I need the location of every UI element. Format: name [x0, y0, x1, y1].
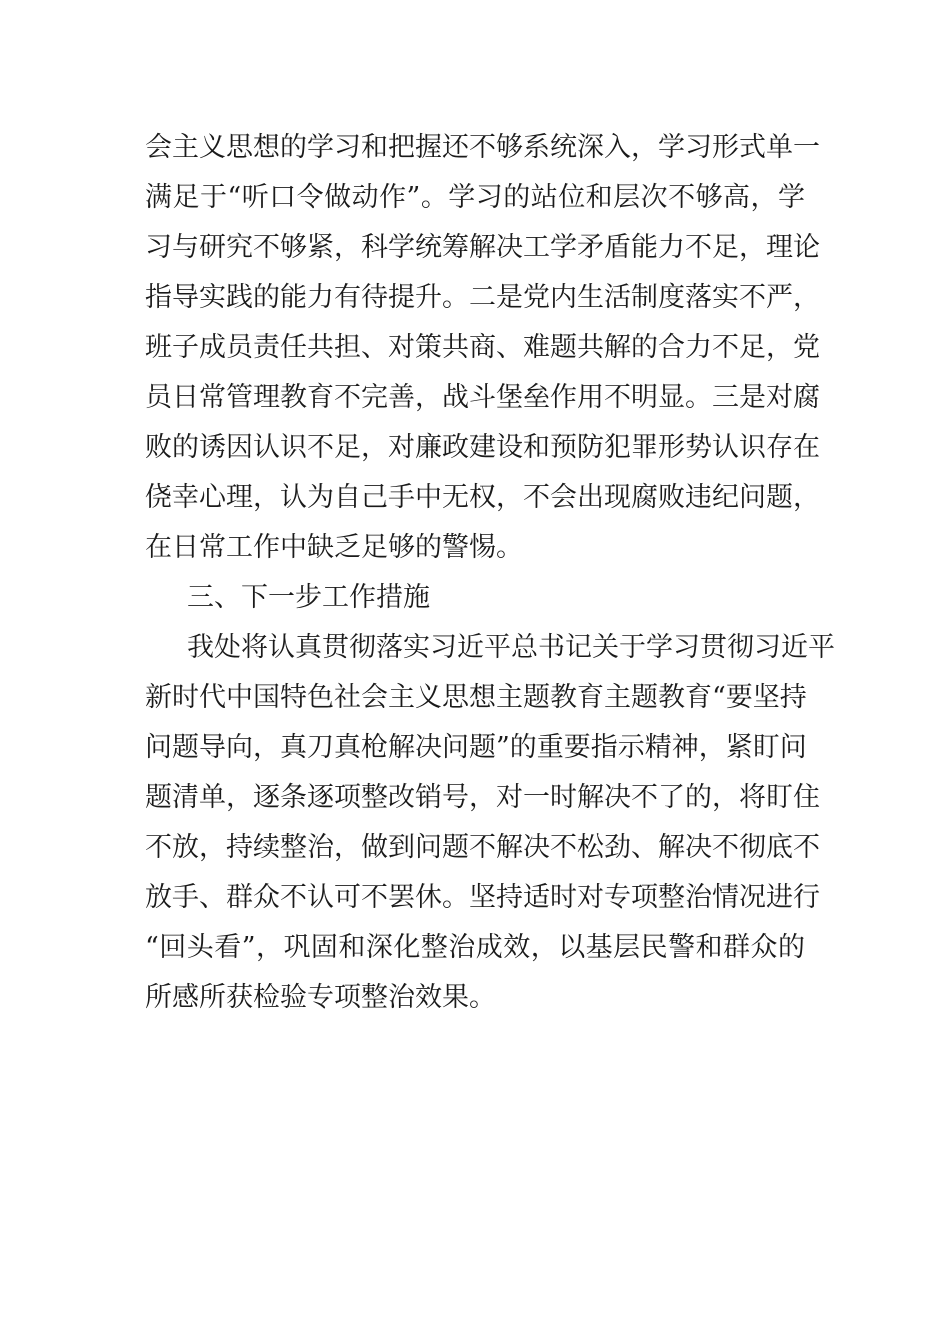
paragraph-line: 题清单，逐条逐项整改销号，对一时解决不了的，将盯住 [145, 782, 820, 813]
paragraph-line: 不放，持续整治，做到问题不解决不松劲、解决不彻底不 [145, 832, 820, 863]
paragraph-line: 会主义思想的学习和把握还不够系统深入，学习形式单一 [145, 132, 820, 163]
paragraph-line: “回头看”，巩固和深化整治成效，以基层民警和群众的 [145, 932, 805, 963]
paragraph-line: 问题导向，真刀真枪解决问题”的重要指示精神，紧盯问 [145, 732, 807, 763]
paragraph-line: 习与研究不够紧，科学统筹解决工学矛盾能力不足，理论 [145, 232, 820, 263]
section-heading: 三、下一步工作措施 [187, 582, 430, 613]
paragraph-line: 侥幸心理，认为自己手中无权，不会出现腐败违纪问题， [145, 482, 820, 513]
paragraph-line: 班子成员责任共担、对策共商、难题共解的合力不足，党 [145, 332, 820, 363]
paragraph-line: 新时代中国特色社会主义思想主题教育主题教育“要坚持 [145, 682, 807, 713]
paragraph-line: 败的诱因认识不足，对廉政建设和预防犯罪形势认识存在 [145, 432, 820, 463]
paragraph-line: 指导实践的能力有待提升。二是党内生活制度落实不严， [145, 282, 820, 313]
paragraph-line: 所感所获检验专项整治效果。 [145, 982, 496, 1013]
paragraph-line: 放手、群众不认可不罢休。坚持适时对专项整治情况进行 [145, 882, 820, 913]
paragraph-line: 我处将认真贯彻落实习近平总书记关于学习贯彻习近平 [187, 632, 835, 663]
paragraph-line: 满足于“听口令做动作”。学习的站位和层次不够高，学 [145, 182, 805, 213]
paragraph-line: 在日常工作中缺乏足够的警惕。 [145, 532, 523, 563]
paragraph-line: 员日常管理教育不完善，战斗堡垒作用不明显。三是对腐 [145, 382, 820, 413]
